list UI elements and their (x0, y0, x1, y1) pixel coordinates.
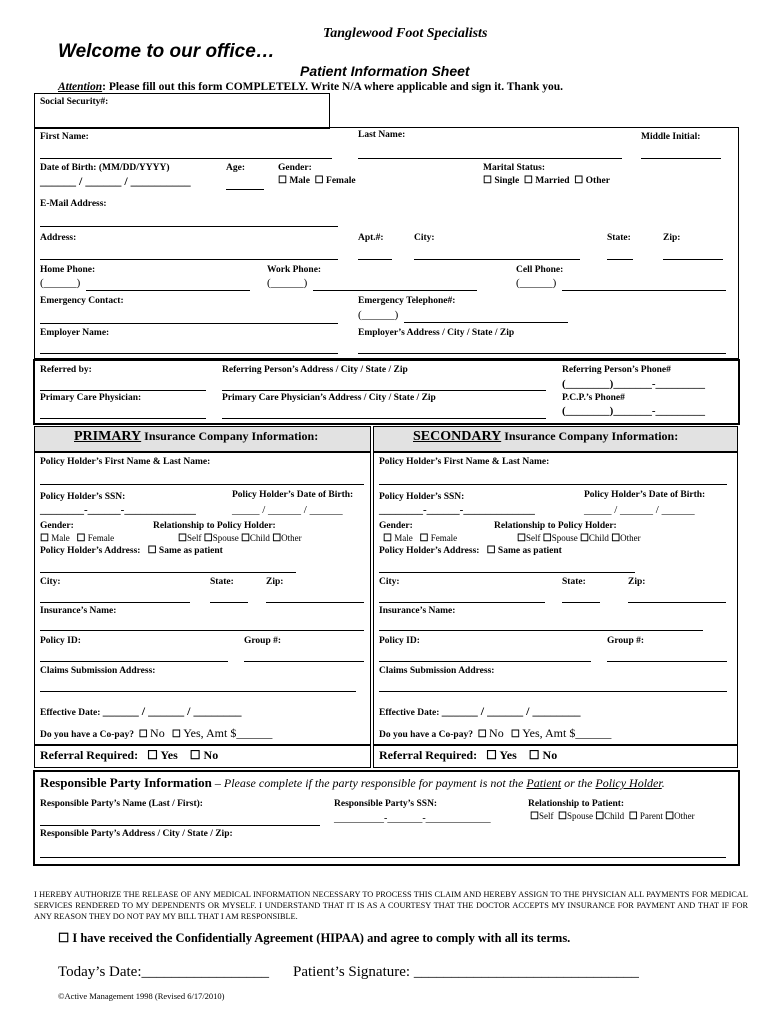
age-label: Age: (226, 163, 245, 173)
address-field[interactable] (40, 259, 338, 260)
practice-name: Tanglewood Foot Specialists (323, 26, 488, 41)
s-copay-label: Do you have a Co-pay? (379, 730, 473, 740)
ref-address-label: Referring Person’s Address / City / State / Zip (222, 365, 408, 375)
employer-address-field[interactable] (358, 353, 726, 354)
primary-title-rest: Insurance Company Information: (141, 429, 319, 443)
p-policy-id-label: Policy ID: (40, 636, 81, 646)
s-holder-name-field[interactable] (379, 484, 727, 485)
r-child-label: Child (604, 811, 625, 821)
p-holder-dob-label: Policy Holder’s Date of Birth: (232, 490, 354, 500)
male-checkbox[interactable]: ☐ (278, 175, 287, 186)
p-state-label: State: (210, 577, 234, 587)
s-other-label: Other (620, 533, 641, 543)
address-label: Address: (40, 233, 77, 243)
p-referral-required (40, 748, 218, 763)
s-policy-id-label: Policy ID: (379, 636, 420, 646)
p-state-field[interactable] (210, 602, 248, 603)
last-name-field[interactable] (358, 158, 622, 159)
responsible-name-label: Responsible Party’s Name (Last / First): (40, 799, 203, 809)
p-male-checkbox[interactable]: ☐ (40, 533, 49, 544)
p-city-field[interactable] (40, 602, 190, 603)
attention-word: Attention (58, 81, 103, 93)
s-ins-name-field[interactable] (379, 630, 703, 631)
gender-options (278, 175, 356, 186)
s-self-label: Self (525, 533, 541, 543)
marital-label: Marital Status: (483, 163, 546, 173)
referred-by-field[interactable] (40, 390, 206, 391)
emergency-contact-field[interactable] (40, 323, 338, 324)
referred-by-label: Referred by: (40, 365, 92, 375)
city-label: City: (414, 233, 435, 243)
responsible-dash: – (211, 776, 224, 790)
p-child-checkbox[interactable]: ☐ (240, 533, 250, 544)
s-same-label: Same as patient (497, 546, 562, 556)
authorization-text: I HEREBY AUTHORIZE THE RELEASE OF ANY MEDICAL INFORMATION NECESSARY TO PROCESS THIS CLAIM AND HEREBY ASSIGN TO THE PHYSICIAN ALL PAYMENTS FOR MEDICAL SERVICES RENDERED TO MY DEPENDENTS OR MYSELF. I UNDERSTAND THAT IT IS AS A COURTESY THAT THE DOCTOR ACCEPTS MY INSURANCE FOR PAYMENT AND THAT IF FOR ANY REASON THEY DO NOT PAY MY BILL THAT I AM RESPONSIBLE. (34, 890, 748, 921)
p-holder-ssn-field[interactable]: ________-______-_____________ (40, 504, 196, 516)
s-effective-label: Effective Date: (379, 708, 440, 718)
responsible-title (40, 775, 665, 791)
male-label: Male (289, 176, 310, 186)
email-field[interactable] (40, 226, 338, 227)
p-claims-label: Claims Submission Address: (40, 666, 156, 676)
responsible-address-field[interactable] (40, 857, 726, 858)
s-copay-yes-label[interactable]: Yes, Amt $______ (522, 726, 612, 740)
primary-word: PRIMARY (74, 429, 142, 444)
r-spouse-label: Spouse (566, 811, 593, 821)
s-holder-ssn-field[interactable]: ________-______-_____________ (379, 504, 535, 516)
s-claims-field[interactable] (379, 691, 727, 692)
s-spouse-label: Spouse (551, 533, 578, 543)
p-holder-name-label: Policy Holder’s First Name & Last Name: (40, 457, 211, 467)
p-self-checkbox[interactable]: ☐ (178, 533, 187, 544)
female-checkbox[interactable]: ☐ (314, 175, 324, 186)
s-holder-address-field[interactable] (379, 572, 635, 573)
p-copay-label: Do you have a Co-pay? (40, 730, 134, 740)
s-referral-no-label: No (542, 748, 558, 762)
s-referral-yes-checkbox[interactable]: ☐ (486, 748, 497, 762)
r-parent-checkbox[interactable]: ☐ (628, 811, 638, 822)
ref-phone-label: Referring Person’s Phone# (562, 365, 671, 375)
s-effective (379, 704, 580, 719)
zip-label: Zip: (663, 233, 681, 243)
p-referral-yes-label: Yes (160, 748, 178, 762)
r-other-checkbox[interactable]: ☐ (665, 811, 675, 822)
s-group-field[interactable] (607, 661, 727, 662)
attention-line (58, 81, 563, 93)
p-holder-address-field[interactable] (40, 572, 296, 573)
s-holder-address-label (379, 545, 562, 556)
p-group-field[interactable] (244, 661, 364, 662)
p-holder-address-text: Policy Holder’s Address: (40, 546, 141, 556)
p-city-label: City: (40, 577, 61, 587)
p-relationship-label: Relationship to Policy Holder: (153, 521, 276, 531)
p-effective-label: Effective Date: (40, 708, 101, 718)
middle-initial-label: Middle Initial: (641, 132, 701, 142)
s-city-label: City: (379, 577, 400, 587)
r-self-checkbox[interactable]: ☐ (530, 811, 539, 822)
responsible-address-label: Responsible Party’s Address / City / State / Zip: (40, 829, 233, 839)
s-copay-yes-checkbox[interactable]: ☐ (510, 729, 520, 740)
p-self-label: Self (186, 533, 202, 543)
pcp-field[interactable] (40, 418, 206, 419)
female-label: Female (326, 176, 356, 186)
p-holder-name-field[interactable] (40, 484, 364, 485)
work-phone-label: Work Phone: (267, 265, 322, 275)
responsible-ssn-field[interactable]: __________-_______-_____________ (334, 813, 491, 824)
s-copay-no-checkbox[interactable]: ☐ (477, 729, 487, 740)
emergency-phone-label: Emergency Telephone#: (358, 296, 456, 306)
pcp-address-field[interactable] (222, 418, 546, 419)
r-spouse-checkbox[interactable]: ☐ (557, 811, 567, 822)
p-gender-label: Gender: (40, 521, 74, 531)
hipaa-line (58, 930, 570, 946)
cell-phone-field[interactable] (562, 290, 726, 291)
p-copay-yes-label[interactable]: Yes, Amt $______ (183, 726, 273, 740)
p-referral-yes-checkbox[interactable]: ☐ (147, 748, 158, 762)
s-same-checkbox[interactable]: ☐ (486, 545, 496, 556)
p-holder-dob-field[interactable]: _____ / ______ / ______ (232, 504, 343, 516)
s-holder-name-label: Policy Holder’s First Name & Last Name: (379, 457, 550, 467)
state-label: State: (607, 233, 631, 243)
copyright: ©Active Management 1998 (Revised 6/17/2010) (58, 991, 225, 1001)
s-child-checkbox[interactable]: ☐ (579, 533, 589, 544)
emergency-contact-label: Emergency Contact: (40, 296, 124, 306)
responsible-title-text: Responsible Party Information (40, 775, 212, 790)
pcp-phone-field[interactable]: (________)_______-_________ (562, 405, 705, 417)
work-phone-area[interactable]: (______) (267, 277, 308, 289)
first-name-label: First Name: (40, 132, 89, 142)
responsible-name-field[interactable] (40, 825, 320, 826)
patient-section (34, 127, 739, 359)
r-parent-label: Parent (639, 811, 663, 821)
p-zip-label: Zip: (266, 577, 284, 587)
ref-address-field[interactable] (222, 390, 546, 391)
other-label: Other (585, 176, 610, 186)
p-same-label: Same as patient (158, 546, 223, 556)
primary-title (74, 429, 318, 445)
hipaa-text: I have received the Confidentially Agreement (HIPAA) and agree to comply with all its terms. (72, 931, 571, 945)
p-gender-options (40, 533, 114, 544)
gender-label: Gender: (278, 163, 312, 173)
patient-signature[interactable]: Patient’s Signature: ______________________________ (293, 964, 639, 980)
p-holder-ssn-label: Policy Holder’s SSN: (40, 492, 126, 502)
last-name-label: Last Name: (358, 130, 406, 140)
responsible-note-patient: Patient (526, 776, 562, 790)
apt-field[interactable] (358, 259, 392, 260)
s-male-label: Male (394, 533, 413, 543)
s-referral-required-label: Referral Required: (379, 748, 478, 762)
s-holder-dob-label: Policy Holder’s Date of Birth: (584, 490, 706, 500)
middle-initial-field[interactable] (641, 158, 721, 159)
p-male-label: Male (51, 533, 70, 543)
s-copay (379, 726, 611, 741)
responsible-note-policy-holder: Policy Holder (595, 776, 662, 790)
state-field[interactable] (607, 259, 633, 260)
s-ins-name-label: Insurance’s Name: (379, 606, 456, 616)
p-other-label: Other (281, 533, 302, 543)
p-copay-yes-checkbox[interactable]: ☐ (171, 729, 181, 740)
employer-address-label: Employer’s Address / City / State / Zip (358, 328, 515, 338)
secondary-word: SECONDARY (413, 429, 502, 444)
p-copay-no-label: No (150, 726, 165, 740)
employer-field[interactable] (40, 353, 338, 354)
s-zip-label: Zip: (628, 577, 646, 587)
s-holder-ssn-label: Policy Holder’s SSN: (379, 492, 465, 502)
welcome-heading: Welcome to our office… (58, 41, 275, 62)
s-self-checkbox[interactable]: ☐ (517, 533, 526, 544)
s-state-field[interactable] (562, 602, 600, 603)
work-phone-field[interactable] (313, 290, 477, 291)
secondary-title-rest: Insurance Company Information: (501, 429, 679, 443)
responsible-relationship-label: Relationship to Patient: (528, 799, 625, 809)
r-other-label: Other (674, 811, 695, 821)
single-checkbox[interactable]: ☐ (483, 175, 492, 186)
p-same-checkbox[interactable]: ☐ (147, 545, 157, 556)
hipaa-checkbox[interactable]: ☐ (58, 931, 70, 945)
single-label: Single (494, 176, 520, 186)
p-other-checkbox[interactable]: ☐ (272, 533, 282, 544)
todays-date[interactable]: Today’s Date:_________________ (58, 964, 270, 980)
p-child-label: Child (249, 533, 270, 543)
pcp-label: Primary Care Physician: (40, 393, 142, 403)
s-female-checkbox[interactable]: ☐ (419, 533, 429, 544)
ssn-label: Social Security#: (40, 97, 109, 107)
p-female-label: Female (87, 533, 115, 543)
city-field[interactable] (414, 259, 580, 260)
p-relationship-options (178, 533, 302, 544)
dob-label: Date of Birth: (MM/DD/YYYY) (40, 163, 170, 173)
s-other-checkbox[interactable]: ☐ (611, 533, 621, 544)
s-state-label: State: (562, 577, 586, 587)
s-referral-required (379, 748, 557, 763)
p-female-checkbox[interactable]: ☐ (76, 533, 86, 544)
responsible-note-a: Please complete if the party responsible for payment is not the (223, 776, 527, 790)
home-phone-area[interactable]: (______) (40, 277, 81, 289)
p-ins-name-field[interactable] (40, 630, 364, 631)
first-name-field[interactable] (40, 158, 332, 159)
s-referral-no-checkbox[interactable]: ☐ (528, 748, 540, 762)
s-claims-label: Claims Submission Address: (379, 666, 495, 676)
married-label: Married (535, 176, 570, 186)
s-gender-options (383, 533, 457, 544)
cell-phone-area[interactable]: (______) (516, 277, 557, 289)
p-group-label: Group #: (244, 636, 282, 646)
p-zip-field[interactable] (266, 602, 364, 603)
pcp-address-label: Primary Care Physician’s Address / City / State / Zip (222, 393, 436, 403)
p-ins-name-label: Insurance’s Name: (40, 606, 117, 616)
home-phone-label: Home Phone: (40, 265, 96, 275)
p-claims-field[interactable] (40, 691, 356, 692)
s-child-label: Child (588, 533, 609, 543)
s-policy-id-field[interactable] (379, 661, 591, 662)
responsible-note-b: or the (561, 776, 596, 790)
secondary-title (413, 429, 678, 445)
p-copay (40, 726, 272, 741)
s-spouse-checkbox[interactable]: ☐ (542, 533, 552, 544)
attention-text: : Please fill out this form COMPLETELY. Write N/A where applicable and sign it. Thank you. (102, 81, 564, 93)
s-referral-yes-label: Yes (499, 748, 517, 762)
home-phone-field[interactable] (86, 290, 250, 291)
r-self-label: Self (538, 811, 554, 821)
p-copay-no-checkbox[interactable]: ☐ (138, 729, 148, 740)
p-referral-no-label: No (203, 748, 219, 762)
s-holder-address-text: Policy Holder’s Address: (379, 546, 480, 556)
emergency-phone-field[interactable] (404, 322, 568, 323)
s-male-checkbox[interactable]: ☐ (383, 533, 392, 544)
responsible-relationship-options (530, 811, 695, 822)
email-label: E-Mail Address: (40, 199, 107, 209)
pcp-phone-label: P.C.P.’s Phone# (562, 393, 625, 403)
p-referral-required-label: Referral Required: (40, 748, 139, 762)
responsible-ssn-label: Responsible Party’s SSN: (334, 799, 438, 809)
s-copay-no-label: No (489, 726, 504, 740)
emergency-phone-area[interactable]: (______) (358, 309, 399, 321)
ref-phone-field[interactable]: (________)_______-_________ (562, 378, 705, 390)
employer-label: Employer Name: (40, 328, 110, 338)
p-effective-field[interactable]: ______ / ______ / ________ (102, 704, 242, 718)
age-field[interactable] (226, 189, 264, 190)
s-relationship-label: Relationship to Policy Holder: (494, 521, 617, 531)
apt-label: Apt.#: (358, 233, 384, 243)
r-child-checkbox[interactable]: ☐ (595, 811, 605, 822)
s-female-label: Female (430, 533, 458, 543)
zip-field[interactable] (663, 259, 723, 260)
s-city-field[interactable] (379, 602, 545, 603)
s-effective-field[interactable]: ______ / ______ / ________ (441, 704, 581, 718)
married-checkbox[interactable]: ☐ (523, 175, 533, 186)
s-group-label: Group #: (607, 636, 645, 646)
sheet-title: Patient Information Sheet (300, 63, 470, 79)
cell-phone-label: Cell Phone: (516, 265, 564, 275)
p-holder-address-label (40, 545, 223, 556)
s-zip-field[interactable] (628, 602, 726, 603)
responsible-note-c: . (661, 776, 665, 790)
dob-field[interactable]: ______ / ______ / __________ (40, 174, 191, 188)
p-effective (40, 704, 241, 719)
p-spouse-label: Spouse (212, 533, 239, 543)
p-policy-id-field[interactable] (40, 661, 228, 662)
s-relationship-options (517, 533, 641, 544)
p-referral-no-checkbox[interactable]: ☐ (189, 748, 201, 762)
other-checkbox[interactable]: ☐ (574, 175, 584, 186)
p-spouse-checkbox[interactable]: ☐ (203, 533, 213, 544)
s-holder-dob-field[interactable]: _____ / ______ / ______ (584, 504, 695, 516)
marital-options (483, 175, 610, 186)
s-gender-label: Gender: (379, 521, 413, 531)
